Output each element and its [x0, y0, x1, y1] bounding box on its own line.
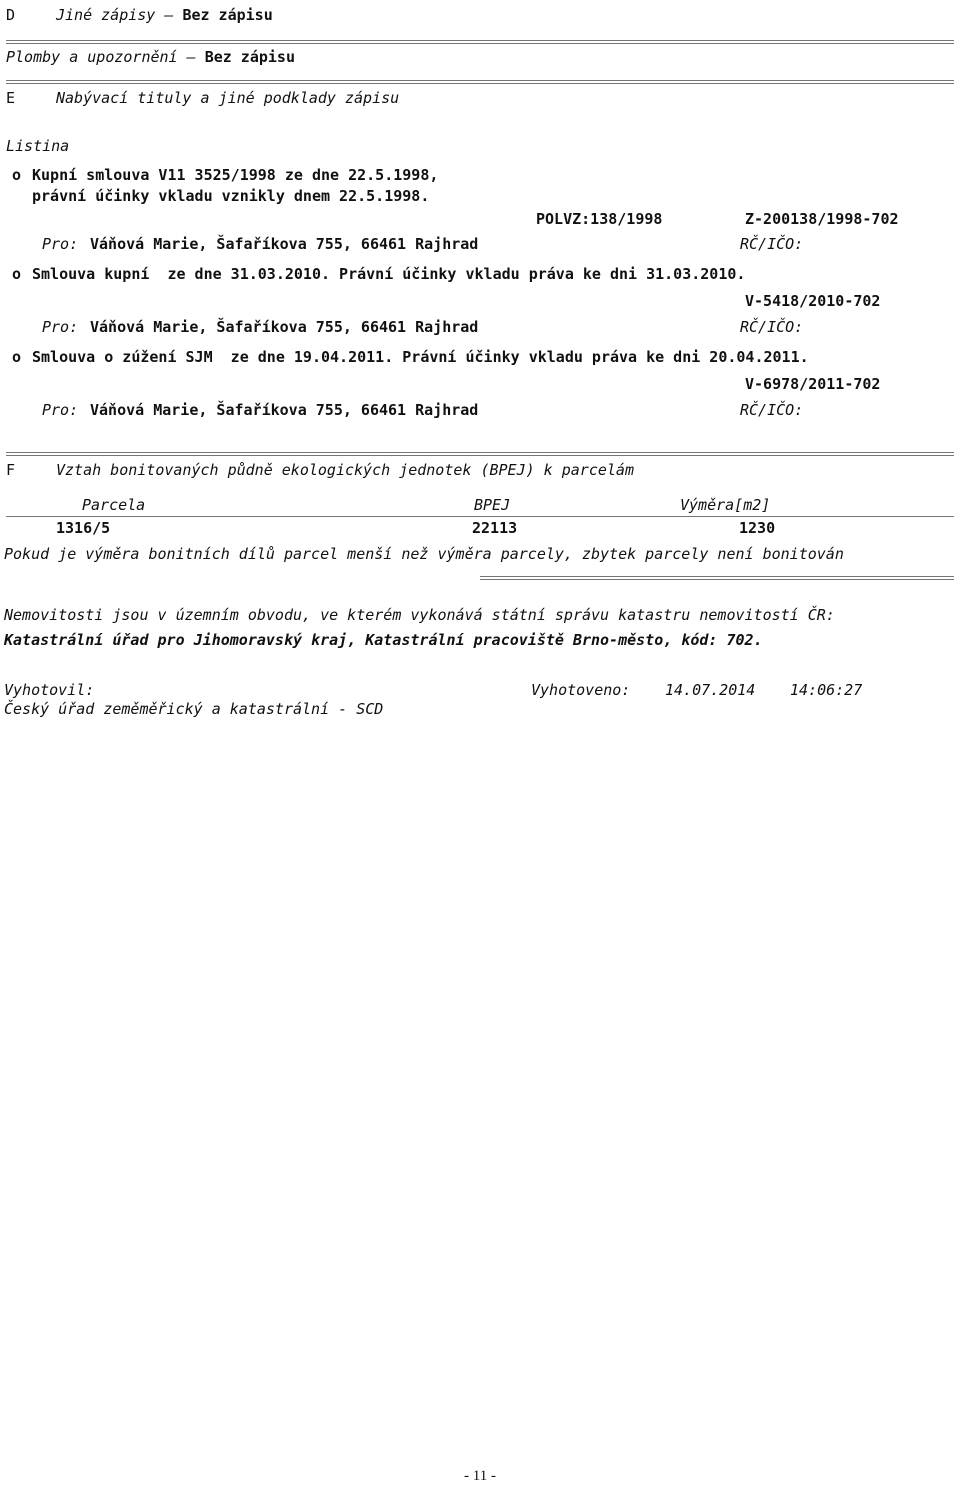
column-header-bpej: BPEJ — [474, 496, 511, 514]
pro-value: Váňová Marie, Šafaříkova 755, 66461 Rajhrad — [90, 318, 479, 336]
vyhotovil-label: Vyhotovil: — [4, 681, 95, 699]
double-rule — [480, 576, 954, 580]
reference-number: POLVZ:138/1998 — [536, 210, 663, 228]
bullet: o — [12, 166, 22, 184]
rc-label: RČ/IČO: — [740, 318, 804, 336]
column-header-vymera: Výměra[m2] — [680, 496, 771, 514]
office-name: Katastrální úřad pro Jihomoravský kraj, Katastrální pracoviště Brno-město, kód: 702. — [4, 631, 763, 649]
office-intro: Nemovitosti jsou v územním obvodu, ve kterém vykonává státní správu katastru nemovitostí ČR: — [4, 606, 835, 624]
section-title: Nabývací tituly a jiné podklady zápisu — [56, 89, 400, 107]
pro-label: Pro: — [42, 235, 79, 253]
vyhotovil-value: Český úřad zeměměřický a katastrální - SCD — [4, 700, 384, 718]
bullet: o — [12, 265, 22, 283]
double-rule — [6, 80, 954, 84]
reference-number: V-5418/2010-702 — [745, 292, 881, 310]
listina-text: Smlouva o zúžení SJM ze dne 19.04.2011. Právní účinky vkladu práva ke dni 20.04.2011. — [32, 348, 809, 366]
pro-label: Pro: — [42, 401, 79, 419]
cell-vymera: 1230 — [739, 519, 776, 537]
bullet: o — [12, 348, 22, 366]
column-header-parcela: Parcela — [82, 496, 146, 514]
section-letter: F — [6, 461, 16, 479]
pro-value: Váňová Marie, Šafaříkova 755, 66461 Rajhrad — [90, 401, 479, 419]
reference-number: V-6978/2011-702 — [745, 375, 881, 393]
listina-heading: Listina — [6, 137, 70, 155]
pro-value: Váňová Marie, Šafaříkova 755, 66461 Rajhrad — [90, 235, 479, 253]
section-title: Plomby a upozornění – Bez zápisu — [6, 48, 295, 66]
bpej-note: Pokud je výměra bonitních dílů parcel menší než výměra parcely, zbytek parcely není bonitován — [4, 545, 844, 563]
reference-number: Z-200138/1998-702 — [745, 210, 899, 228]
cell-parcela: 1316/5 — [56, 519, 111, 537]
vyhotoveno-time: 14:06:27 — [790, 681, 863, 699]
listina-text: právní účinky vkladu vznikly dnem 22.5.1998. — [32, 187, 430, 205]
section-title: Vztah bonitovaných půdně ekologických jednotek (BPEJ) k parcelám — [56, 461, 634, 479]
vyhotoveno-date: 14.07.2014 — [665, 681, 756, 699]
cell-bpej: 22113 — [472, 519, 518, 537]
page-number: - 11 - — [464, 1468, 496, 1484]
double-rule — [6, 40, 954, 44]
rc-label: RČ/IČO: — [740, 235, 804, 253]
table-header-rule — [6, 516, 954, 517]
listina-text: Smlouva kupní ze dne 31.03.2010. Právní účinky vkladu práva ke dni 31.03.2010. — [32, 265, 746, 283]
listina-text: Kupní smlouva V11 3525/1998 ze dne 22.5.1998, — [32, 166, 439, 184]
double-rule — [6, 452, 954, 456]
rc-label: RČ/IČO: — [740, 401, 804, 419]
section-letter: E — [6, 89, 16, 107]
section-letter: D — [6, 6, 16, 24]
section-title: Jiné zápisy – Bez zápisu — [56, 6, 273, 24]
vyhotoveno-label: Vyhotoveno: — [531, 681, 631, 699]
pro-label: Pro: — [42, 318, 79, 336]
